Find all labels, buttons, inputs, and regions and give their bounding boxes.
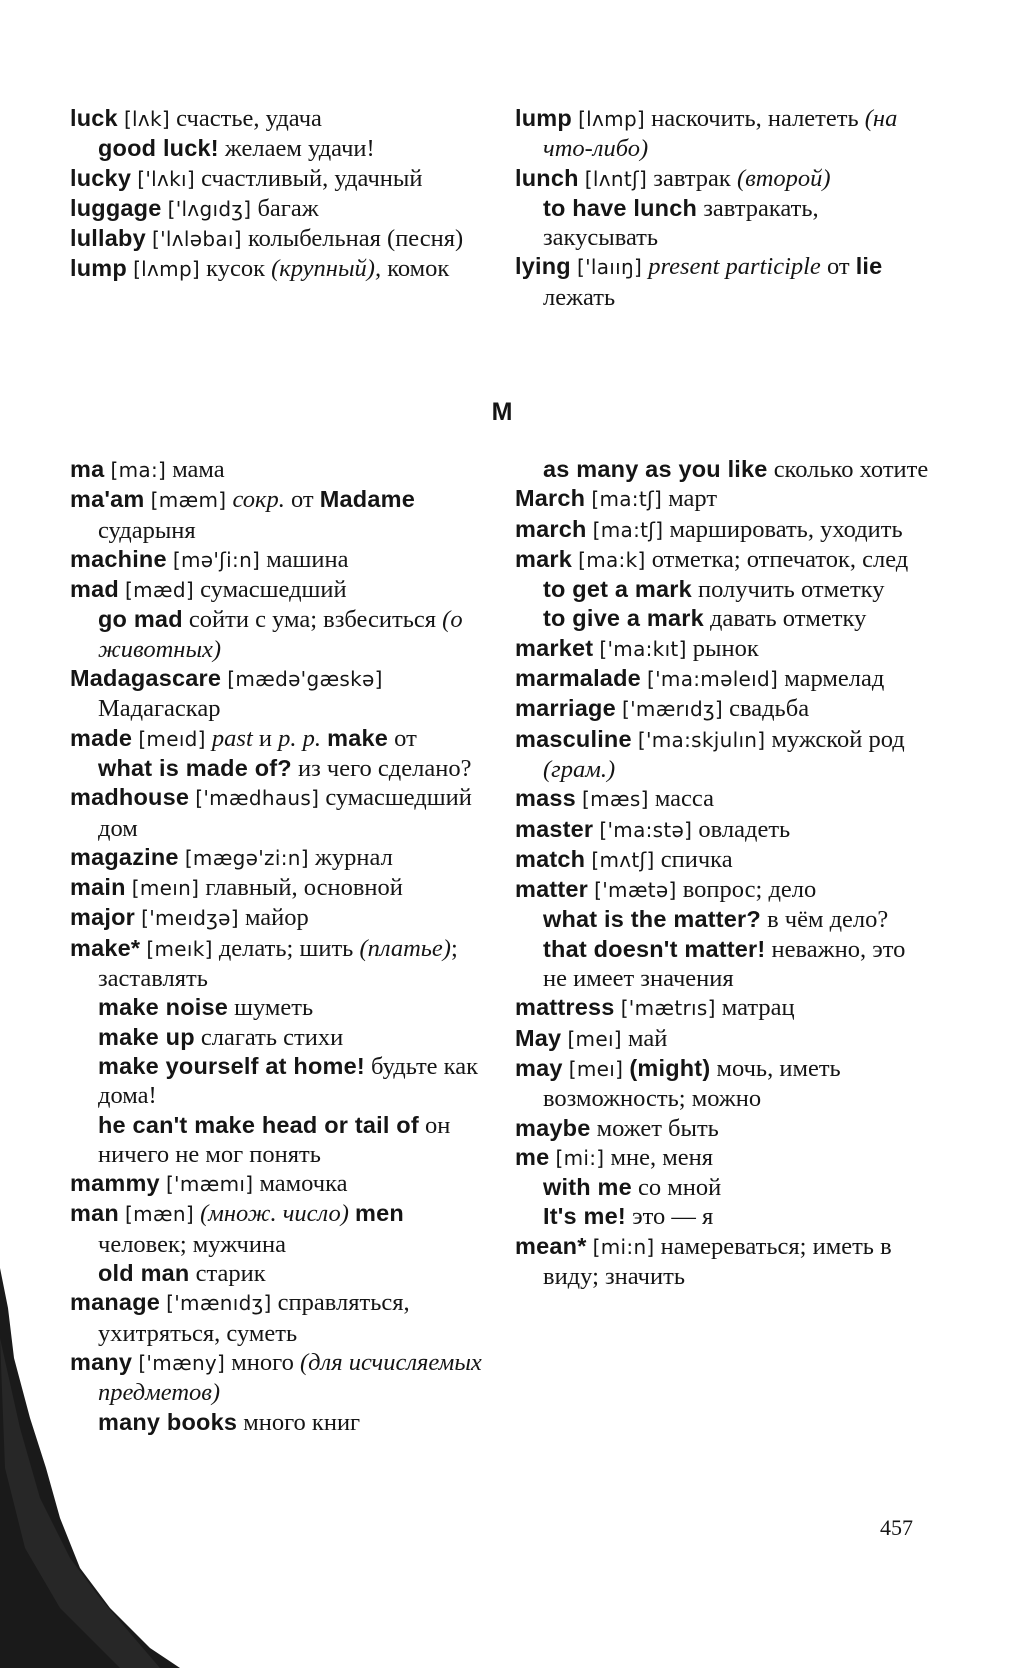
translation: колыбельная (песня) [247, 225, 464, 253]
dictionary-entry [70, 455, 486, 485]
transcription: [meık] [146, 936, 213, 961]
translation: это — я [632, 1203, 714, 1231]
headword: that doesn't matter! [543, 935, 766, 962]
headword: marriage [515, 695, 616, 722]
headword: mark [515, 545, 572, 572]
translation: маршировать, уходить [669, 515, 903, 543]
translation: майор [244, 904, 309, 932]
dictionary-entry [70, 934, 486, 994]
dictionary-phrase [515, 455, 931, 484]
headword: me [515, 1143, 550, 1170]
scan-edge-shadow [0, 1268, 180, 1668]
dictionary-phrase [515, 604, 931, 633]
dictionary-entry [70, 843, 486, 873]
dictionary-phrase [70, 605, 486, 664]
dictionary-entry [515, 1024, 931, 1054]
translation: справляться, ухитряться, суметь [98, 1289, 410, 1347]
dictionary-entry [70, 575, 486, 605]
dictionary-entry [70, 664, 486, 724]
transcription: [mə'ʃi:n] [172, 547, 261, 572]
translation: мне, меня [610, 1143, 714, 1171]
translation: желаем удачи! [224, 135, 375, 163]
usage-note: p. p. [278, 724, 321, 752]
translation: ; заставлять [98, 934, 458, 993]
translation: матрац [721, 994, 795, 1022]
headword: machine [70, 545, 167, 572]
headword: make up [98, 1023, 195, 1050]
dictionary-phrase [70, 754, 486, 783]
usage-note: (крупный), [271, 255, 382, 283]
headword: go mad [98, 606, 183, 633]
transcription: ['ma:skjulın] [637, 727, 766, 752]
transcription: ['laııŋ] [576, 255, 643, 280]
usage-note: (на что-либо) [543, 105, 898, 163]
headword: It's me! [543, 1203, 626, 1230]
translation: завтракать, закусывать [543, 194, 819, 252]
dictionary-phrase [515, 1202, 931, 1231]
transcription: ['lʌgıdʒ] [167, 196, 252, 221]
column-top-right [515, 104, 931, 312]
translation: сойти с ума; взбеситься [188, 606, 437, 634]
dictionary-entry [515, 252, 931, 312]
transcription: [ma:k] [578, 547, 646, 572]
translation: от [394, 724, 417, 752]
transcription: [mʌtʃ] [591, 847, 655, 872]
headword-ref: (might) [629, 1054, 711, 1081]
headword: luggage [70, 194, 162, 221]
dictionary-entry [515, 993, 931, 1023]
dictionary-entry [70, 164, 486, 194]
transcription: ['meıdʒə] [141, 906, 239, 931]
translation: кусок [206, 255, 266, 283]
headword: lump [70, 255, 127, 282]
headword: many books [98, 1408, 238, 1435]
headword: old man [98, 1260, 190, 1287]
headword: major [70, 904, 135, 931]
usage-note: ) [340, 1200, 349, 1228]
headword: May [515, 1024, 562, 1051]
usage-note: (множ. число [200, 1200, 341, 1228]
transcription: [lʌmp] [133, 257, 201, 282]
translation: вопрос; дело [682, 876, 817, 904]
usage-note: present participle [648, 253, 821, 281]
headword: to have lunch [543, 194, 698, 221]
headword: he can't make head or tail of [98, 1111, 419, 1138]
translation: свадьба [729, 695, 810, 723]
translation: от [826, 253, 850, 281]
usage-note: сокр. [232, 486, 285, 514]
translation: мармелад [784, 665, 885, 693]
headword: mammy [70, 1170, 160, 1197]
dictionary-phrase [515, 935, 931, 994]
headword: make noise [98, 994, 229, 1021]
transcription: [lʌmp] [578, 107, 646, 131]
headword: match [515, 845, 586, 872]
translation: овладеть [698, 815, 791, 843]
transcription: ['ma:kıt] [599, 636, 687, 661]
translation: машина [266, 545, 349, 573]
transcription: ['mænıdʒ] [166, 1291, 272, 1316]
headword: to give a mark [543, 605, 704, 632]
headword: many [70, 1348, 133, 1375]
headword: lump [515, 105, 572, 131]
translation: май [628, 1024, 668, 1052]
transcription: [meı] [567, 1026, 622, 1051]
dictionary-entry [515, 545, 931, 575]
translation: спичка [660, 845, 733, 873]
transcription: ['mædhaus] [195, 786, 320, 811]
headword: make yourself at home! [98, 1052, 365, 1079]
headword: main [70, 874, 126, 901]
translation: в чём дело? [767, 906, 889, 934]
transcription: ['lʌkı] [137, 166, 195, 191]
translation: от [290, 486, 314, 514]
dictionary-phrase [515, 905, 931, 934]
dictionary-entry [515, 1232, 931, 1292]
headword: magazine [70, 843, 179, 870]
translation: мужской род [771, 725, 905, 753]
headword: mad [70, 576, 119, 603]
translation: давать отметку [709, 605, 867, 633]
dictionary-phrase [70, 1023, 486, 1052]
headword: march [515, 515, 587, 542]
headword: good luck! [98, 135, 219, 162]
headword: marmalade [515, 665, 641, 692]
transcription: [ma:tʃ] [592, 517, 664, 542]
translation: Мадагаскар [98, 695, 221, 723]
dictionary-entry [515, 484, 931, 514]
transcription: [mæm] [150, 488, 227, 513]
translation: счастье, удача [176, 105, 322, 132]
translation: человек; мужчина [98, 1230, 286, 1258]
headword: mattress [515, 994, 615, 1021]
translation: сколько хотите [773, 456, 929, 483]
dictionary-entry [515, 1114, 931, 1143]
dictionary-entry [70, 485, 486, 545]
headword: masculine [515, 725, 632, 752]
headword: maybe [515, 1114, 591, 1141]
dictionary-entry [515, 1143, 931, 1173]
transcription: [mi:n] [592, 1234, 655, 1259]
dictionary-entry [515, 875, 931, 905]
dictionary-entry [70, 1199, 486, 1259]
translation: отметка; отпечаток, след [651, 545, 909, 573]
transcription: [lʌntʃ] [584, 166, 648, 191]
translation: наскочить, налететь [651, 105, 859, 132]
transcription: [meı] [568, 1056, 624, 1081]
headword: March [515, 485, 586, 512]
dictionary-entry [70, 104, 486, 134]
column-top-left [70, 104, 486, 285]
headword-ref: Madame [319, 486, 415, 513]
dictionary-entry [515, 725, 931, 785]
headword: may [515, 1054, 563, 1081]
dictionary-entry [515, 1054, 931, 1114]
dictionary-entry [515, 164, 931, 194]
headword: lunch [515, 164, 579, 191]
translation: сумасшедший [200, 576, 347, 604]
usage-note: (второй) [736, 164, 831, 192]
translation: получить отметку [698, 576, 885, 604]
transcription: ['mæny] [138, 1350, 226, 1375]
translation: может быть [596, 1114, 719, 1142]
headword: mean* [515, 1232, 587, 1259]
translation: мочь, иметь возможность; можно [543, 1054, 841, 1113]
translation: мама [172, 456, 225, 483]
translation: счастливый, удачный [201, 164, 423, 192]
dictionary-entry [70, 724, 486, 754]
headword: lucky [70, 164, 132, 191]
transcription: [mi:] [555, 1145, 605, 1170]
translation: лежать [543, 283, 616, 311]
transcription: [lʌk] [123, 107, 171, 131]
dictionary-entry [515, 104, 931, 164]
translation: слагать стихи [200, 1023, 344, 1051]
transcription: [mæd] [125, 578, 194, 603]
headword: matter [515, 876, 589, 903]
dictionary-entry [515, 634, 931, 664]
headword: manage [70, 1289, 161, 1316]
translation: много книг [243, 1408, 361, 1436]
translation: будьте как дома! [98, 1052, 478, 1110]
headword: madhouse [70, 784, 190, 811]
headword: lullaby [70, 225, 146, 252]
headword-ref: men [355, 1200, 404, 1227]
dictionary-phrase [515, 194, 931, 253]
dictionary-entry [70, 224, 486, 254]
translation: журнал [314, 843, 393, 871]
transcription: ['lʌləbaı] [151, 227, 242, 252]
translation: масса [654, 785, 714, 813]
dictionary-entry [70, 1169, 486, 1199]
headword: lying [515, 253, 571, 280]
usage-note: (о животных) [98, 606, 463, 663]
headword: what is the matter? [543, 906, 761, 933]
transcription: ['mætrıs] [620, 996, 716, 1021]
translation: комок [387, 255, 450, 283]
dictionary-phrase [70, 134, 486, 163]
headword: make* [70, 934, 141, 961]
translation: намереваться; иметь в виду; значить [543, 1232, 892, 1291]
headword: Madagascare [70, 665, 222, 692]
transcription: [mædə'gæskə] [227, 667, 383, 692]
column-right [515, 455, 931, 1291]
dictionary-phrase [515, 575, 931, 604]
dictionary-phrase [515, 1173, 931, 1202]
dictionary-entry [70, 783, 486, 843]
translation: и [258, 724, 272, 752]
usage-note: past [211, 724, 253, 752]
headword: luck [70, 105, 118, 131]
transcription: ['mærıdʒ] [622, 697, 723, 722]
translation: неважно, это не имеет значения [543, 935, 906, 993]
transcription: [ma:] [110, 458, 167, 482]
translation: делать; шить [218, 934, 354, 962]
headword-ref: make [327, 724, 389, 751]
headword: as many as you like [543, 456, 768, 482]
usage-note: (грам.) [543, 755, 616, 783]
dictionary-phrase [70, 993, 486, 1022]
dictionary-entry [515, 815, 931, 845]
translation: главный, основной [205, 874, 403, 902]
transcription: ['ma:stə] [599, 817, 693, 842]
headword: mass [515, 785, 576, 812]
transcription: ['mæmı] [165, 1172, 254, 1197]
translation: мамочка [259, 1170, 348, 1198]
headword: with me [543, 1174, 632, 1201]
dictionary-entry [515, 784, 931, 814]
dictionary-entry [70, 873, 486, 903]
dictionary-entry [70, 903, 486, 933]
usage-note: (платье) [359, 934, 451, 962]
translation: рынок [692, 634, 759, 662]
dictionary-phrase [70, 1052, 486, 1111]
dictionary-entry [515, 845, 931, 875]
headword: master [515, 815, 594, 842]
section-letter: M [491, 398, 513, 426]
headword: what is made of? [98, 754, 292, 781]
dictionary-entry [515, 664, 931, 694]
dictionary-entry [70, 254, 486, 284]
dictionary-phrase [70, 1111, 486, 1170]
transcription: [mæn] [125, 1202, 194, 1227]
dictionary-entry [515, 694, 931, 724]
translation: много [231, 1348, 294, 1376]
transcription: [mæs] [582, 787, 649, 812]
translation: багаж [257, 194, 319, 222]
headword: ma'am [70, 486, 145, 513]
transcription: [meıd] [138, 726, 206, 751]
transcription: [mægə'zi:n] [184, 845, 309, 870]
headword: made [70, 724, 133, 751]
headword: man [70, 1200, 119, 1227]
headword-ref: lie [855, 253, 883, 280]
page-number: 457 [880, 1515, 913, 1540]
headword: market [515, 634, 594, 661]
usage-note: (для исчисляемых предметов) [98, 1348, 482, 1407]
translation: шуметь [234, 994, 314, 1022]
headword: ma [70, 456, 105, 482]
translation: со мной [638, 1174, 722, 1202]
transcription: ['ma:məleıd] [647, 667, 779, 692]
transcription: [meın] [131, 876, 200, 901]
translation: сумасшедший дом [98, 784, 472, 842]
translation: он ничего не мог понять [98, 1111, 451, 1168]
dictionary-entry [70, 545, 486, 575]
translation: завтрак [653, 164, 731, 192]
translation: старик [195, 1260, 266, 1288]
transcription: [ma:tʃ] [591, 487, 663, 512]
dictionary-entry [70, 194, 486, 224]
transcription: ['mætə] [594, 878, 677, 903]
translation: март [668, 485, 718, 513]
dictionary-entry [515, 515, 931, 545]
translation: из чего сделано? [297, 754, 472, 782]
headword: to get a mark [543, 576, 692, 603]
translation: сударыня [98, 516, 196, 544]
